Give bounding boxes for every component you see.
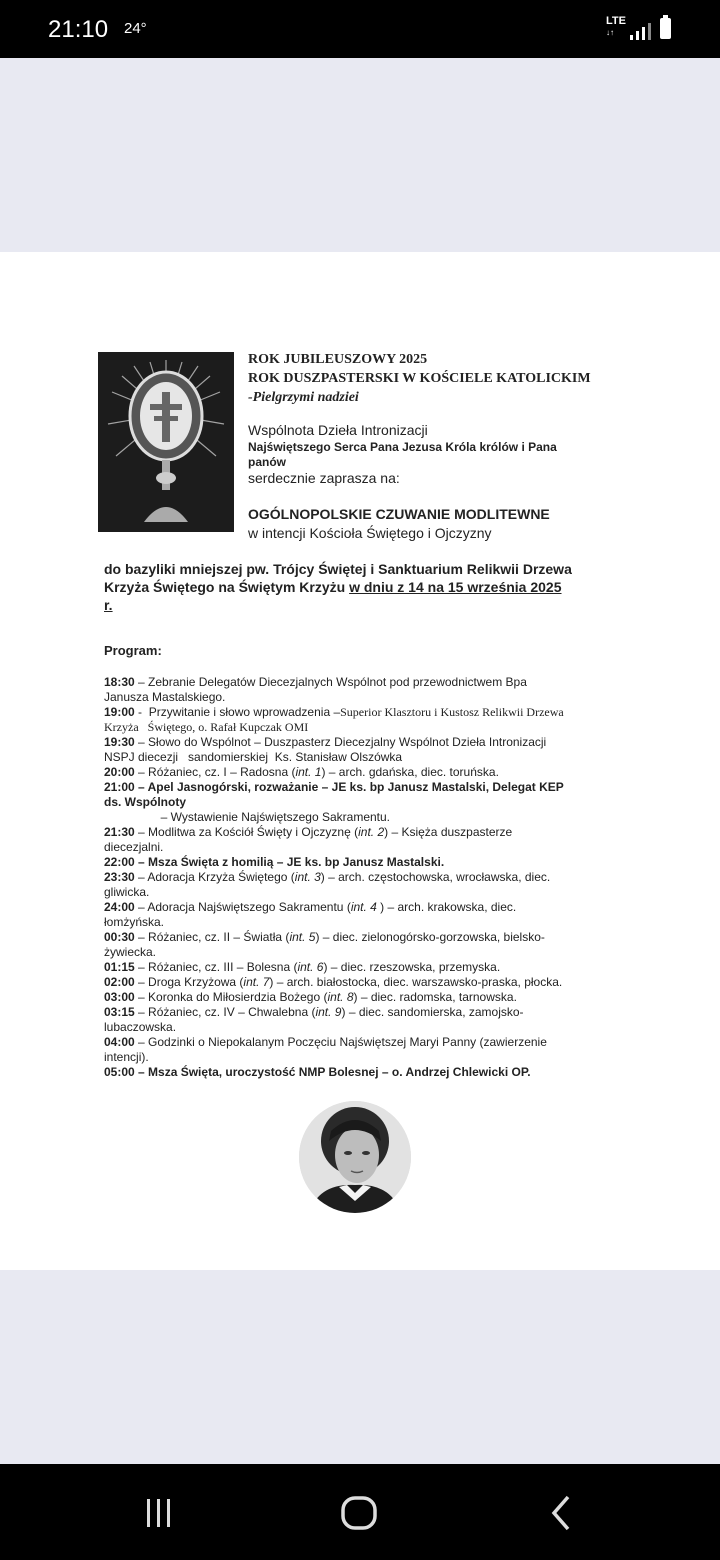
program-text: – Różaniec, cz. IV – Chwalebna ( [134,1005,316,1019]
program-text: NSPJ diecezji sandomierskiej Ks. Stanisław Olszówka [104,750,403,764]
program-line [104,735,634,750]
program-line [104,915,634,930]
place-line-3: r. [104,597,113,613]
program-text: – Adoracja Krzyża Świętego ( [134,870,295,884]
org-line-2: Najświętszego Serca Pana Jezusa Króla królów i Pana [248,440,557,454]
program-line [104,795,634,810]
header-jubilee: ROK JUBILEUSZOWY 2025 [248,352,428,367]
program-intention: int. 4 [350,900,377,914]
program-text: intencji). [104,1050,149,1064]
program-line [104,675,634,690]
program-line [104,690,634,705]
program-line [104,930,634,945]
program-text: gliwicka. [104,885,150,899]
program-text: łomżyńska. [104,915,165,929]
program-text: – Różaniec, cz. I – Radosna ( [134,765,296,779]
program-time: 21:30 [104,825,135,839]
program-text: lubaczowska. [104,1020,177,1034]
program-text: – Zebranie Delegatów Diecezjalnych Wspólnot pod przewodnictwem Bpa [134,675,527,689]
program-intention: int. 3 [294,870,321,884]
program-line [104,1005,634,1020]
program-text: – Godzinki o Niepokalanym Poczęciu Najświętszej Maryi Panny (zawierzenie [134,1035,547,1049]
program-label: Program: [104,643,162,658]
invite-text: serdecznie zaprasza na: [248,470,400,486]
program-line [104,720,634,735]
program-line [104,870,634,885]
program-text-rest: ) – diec. sandomierska, zamojsko- [341,1005,524,1019]
portrait-image [299,1101,411,1213]
program-text-rest: ) – arch. częstochowska, wrocławska, diec. [320,870,551,884]
place-line-2: Krzyża Świętego na Świętym Krzyżu w dniu z 14 na 15 września 2025 [104,579,562,595]
signal-icon [628,22,654,40]
program-line [104,1035,634,1050]
program-intention: int. 2 [358,825,385,839]
program-line [104,825,634,840]
header-pastoral-year: ROK DUSZPASTERSKI W KOŚCIELE KATOLICKIM [248,371,591,386]
program-intention: int. 5 [289,930,316,944]
org-line-1: Wspólnota Dzieła Intronizacji [248,422,428,438]
program-text-rest: ) – diec. radomska, tarnowska. [353,990,517,1004]
program-time: 18:30 [104,675,135,689]
program-time: 21:00 [104,780,135,794]
program-text: – Różaniec, cz. II – Światła ( [134,930,290,944]
battery-icon [660,18,671,39]
program-text-rest: ) – arch. krakowska, diec. [376,900,517,914]
program-line [104,945,634,960]
program-text: Janusza Mastalskiego. [104,690,226,704]
recent-apps-icon [138,1493,178,1533]
clock: 21:10 [48,16,109,43]
program-line [104,750,634,765]
program-line [104,765,634,780]
program-text: – Modlitwa za Kościół Święty i Ojczyznę ( [134,825,359,839]
program-line [104,1020,634,1035]
program-time: 05:00 [104,1065,135,1079]
program-time: 22:00 [104,855,135,869]
program-intention: int. 7 [243,975,270,989]
viewer-background-top [0,58,720,252]
viewer-background-bottom [0,1270,720,1464]
program-text: - Przywitanie i słowo wprowadzenia – [134,705,341,719]
program-text: – Adoracja Najświętszego Sakramentu ( [134,900,351,914]
home-icon [337,1493,381,1533]
program-text: – Wystawienie Najświętszego Sakramentu. [104,810,391,824]
back-button[interactable] [532,1488,592,1538]
program-time: 01:15 [104,960,135,974]
event-intent: w intencji Kościoła Świętego i Ojczyzny [248,525,492,541]
program-intention: int. 8 [327,990,354,1004]
place-line-1: do bazyliki mniejszej pw. Trójcy Świętej i Sanktuarium Relikwii Drzewa [104,561,572,577]
program-time: 20:00 [104,765,135,779]
program-text: – Słowo do Wspólnot – Duszpasterz Diecezjalny Wspólnot Dzieła Intronizacji [134,735,547,749]
program-text: – Msza Święta z homilią – JE ks. bp Janusz Mastalski. [134,855,445,869]
program-line [104,1050,634,1065]
program-text-rest: ) – diec. zielonogórsko-gorzowska, bielsko- [315,930,545,944]
program-intention: int. 9 [315,1005,342,1019]
program-line [104,1065,634,1080]
org-line-3: panów [248,455,286,469]
monstrance-image [98,352,234,532]
program-text: ds. Wspólnoty [104,795,186,809]
program-time: 03:15 [104,1005,135,1019]
program-line [104,990,634,1005]
program-line [104,855,634,870]
program-text-rest: ) – arch. gdańska, diec. toruńska. [321,765,499,779]
program-line [104,840,634,855]
program-line [104,885,634,900]
program-time: 03:00 [104,990,135,1004]
program-time: 19:00 [104,705,135,719]
program-list [104,675,634,1080]
program-time: 00:30 [104,930,135,944]
program-text-rest: ) – Księża duszpasterze [384,825,513,839]
program-line [104,900,634,915]
program-time: 19:30 [104,735,135,749]
recent-apps-button[interactable] [128,1488,188,1538]
program-text: – Droga Krzyżowa ( [134,975,244,989]
program-text: – Koronka do Miłosierdzia Bożego ( [134,990,328,1004]
program-line [104,780,634,795]
program-line [104,960,634,975]
program-text-serif: Superior Klasztoru i Kustosz Relikwii Drzewa [340,705,564,719]
program-text-rest: ) – diec. rzeszowska, przemyska. [323,960,501,974]
program-text: diecezjalni. [104,840,164,854]
program-text-serif: Krzyża Świętego, o. Rafał Kupczak OMI [104,720,309,734]
program-time: 02:00 [104,975,135,989]
program-intention: int. 1 [295,765,322,779]
home-button[interactable] [329,1488,389,1538]
program-text: żywiecka. [104,945,157,959]
temperature: 24° [124,20,147,37]
navigation-bar [0,1464,720,1560]
program-text: – Apel Jasnogórski, rozważanie – JE ks. bp Janusz Mastalski, Delegat KEP [134,780,564,794]
document-page[interactable] [0,252,720,1270]
program-line [104,810,634,825]
program-time: 24:00 [104,900,135,914]
program-text-rest: ) – arch. białostocka, diec. warszawsko-praska, płocka. [269,975,563,989]
header-pilgrims: -Pielgrzymi nadziei [248,390,359,405]
program-line [104,975,634,990]
status-bar [0,0,720,58]
back-icon [542,1493,582,1533]
event-title: OGÓLNOPOLSKIE CZUWANIE MODLITEWNE [248,506,550,522]
program-time: 23:30 [104,870,135,884]
program-text: – Msza Święta, uroczystość NMP Bolesnej – o. Andrzej Chlewicki OP. [134,1065,531,1079]
program-time: 04:00 [104,1035,135,1049]
program-intention: int. 6 [297,960,324,974]
program-line [104,705,634,720]
lte-icon: LTE ↓↑ [606,15,626,37]
program-text: – Różaniec, cz. III – Bolesna ( [134,960,298,974]
